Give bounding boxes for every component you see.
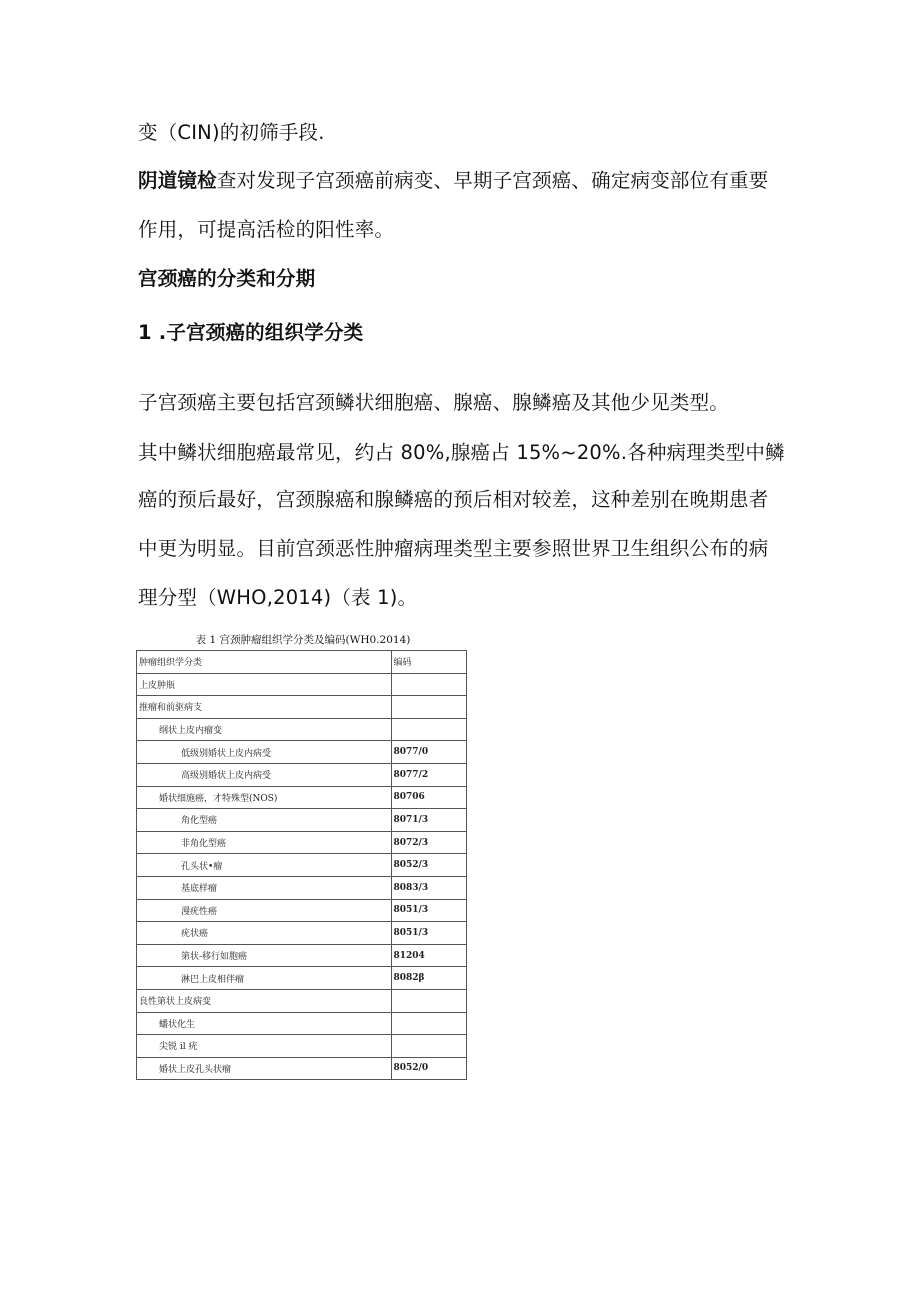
table-row: [137, 854, 467, 877]
paragraph-text: 作用，可提高活检的阳性率。: [138, 218, 395, 241]
icd-code-cell: 编码: [391, 651, 467, 674]
icd-code-cell: [391, 1035, 467, 1058]
icd-code-cell: 8071/3: [391, 809, 467, 832]
histology-type-cell: 高级别婚状上皮内病受: [137, 763, 392, 786]
table-row: [137, 831, 467, 854]
histology-type-cell: 第状-移行如胞癌: [137, 944, 392, 967]
histology-type-cell: 上皮肿瓶: [137, 673, 392, 696]
paragraph-line: 癌的预后最好，宫颈腺癌和腺鳞癌的预后相对较差，这种差别在晚期患者: [138, 488, 769, 511]
paragraph-line: [138, 120, 325, 146]
icd-code-cell: [391, 989, 467, 1012]
icd-code-cell: 8077/0: [391, 741, 467, 764]
histology-type-cell: 漫疣性癌: [137, 899, 392, 922]
paragraph-line: 理分型（WHO,2014)（表 1)。: [138, 586, 418, 609]
histology-type-cell: 基底样瘤: [137, 876, 392, 899]
table-caption: 表 1 宫颈肿瘤组织学分类及编码(WH0.2014): [195, 634, 411, 646]
table-row: [137, 696, 467, 719]
histology-classification-table: [136, 650, 467, 1080]
table-row: [137, 899, 467, 922]
paragraph-line: 中更为明显。目前宫颈恶性肿瘤病理类型主要参照世界卫生组织公布的病: [138, 537, 769, 560]
paragraph-line: 其中鳞状细胞癌最常见，约占 80%,腺癌占 15%~20%.各种病理类型中鳞: [138, 441, 785, 464]
histology-type-cell: 角化型癌: [137, 809, 392, 832]
histology-type-cell: 孔头状•瘤: [137, 854, 392, 877]
icd-code-cell: [391, 673, 467, 696]
table-row: [137, 718, 467, 741]
paragraph-text: 查对发现子宫颈癌前病变、早期子宫颈癌、确定病变部位有重要: [216, 169, 769, 192]
icd-code-cell: 8083/3: [391, 876, 467, 899]
icd-code-cell: 8077/2: [391, 763, 467, 786]
table-row: [137, 651, 467, 674]
histology-type-cell: 良性第状上皮病变: [137, 989, 392, 1012]
icd-code-cell: 80706: [391, 786, 467, 809]
subsection-heading: 1 .子宫颈癌的组织学分类: [138, 321, 364, 344]
paragraph-line: [138, 217, 394, 243]
table-row: [137, 809, 467, 832]
paragraph-line: [138, 168, 768, 194]
table-row: [137, 944, 467, 967]
table-row: [137, 876, 467, 899]
table-row: [137, 741, 467, 764]
paragraph-line: 子宫颈癌主要包括宫颈鳞状细胞癌、腺癌、腺鳞癌及其他少见类型。: [138, 391, 730, 414]
table-row: [137, 763, 467, 786]
table-row: [137, 989, 467, 1012]
histology-type-cell: 婚状上皮孔头状瘤: [137, 1057, 392, 1080]
icd-code-cell: 81204: [391, 944, 467, 967]
icd-code-cell: [391, 696, 467, 719]
table-row: [137, 1057, 467, 1080]
histology-type-cell: 婚状细施癌，才特殊型(NOS): [137, 786, 392, 809]
table-row: [137, 786, 467, 809]
histology-type-cell: 低级别婚状上皮内病受: [137, 741, 392, 764]
icd-code-cell: 8051/3: [391, 899, 467, 922]
icd-code-cell: [391, 718, 467, 741]
icd-code-cell: 8051/3: [391, 922, 467, 945]
histology-type-cell: 尖锐 il 疣: [137, 1035, 392, 1058]
icd-code-cell: 8072/3: [391, 831, 467, 854]
histology-type-cell: 非角化型癌: [137, 831, 392, 854]
histology-type-cell: 肿瘤组织学分类: [137, 651, 392, 674]
icd-code-cell: 8052/3: [391, 854, 467, 877]
histology-type-cell: 蟠状化生: [137, 1012, 392, 1035]
icd-code-cell: 8082β: [391, 967, 467, 990]
table-row: [137, 673, 467, 696]
histology-type-cell: 淋巴上皮相伴瘤: [137, 967, 392, 990]
colposcopy-term: 阴道镜检: [138, 169, 217, 192]
section-heading: 宫颈癌的分类和分期: [138, 267, 316, 290]
table-row: [137, 1012, 467, 1035]
icd-code-cell: [391, 1012, 467, 1035]
histology-type-cell: 疣状癌: [137, 922, 392, 945]
histology-type-cell: 纲状上皮内瘤变: [137, 718, 392, 741]
paragraph-text: 变（CIN)的初筛手段.: [138, 121, 325, 144]
histology-type-cell: 推瘤和前驱病支: [137, 696, 392, 719]
table-row: [137, 922, 467, 945]
icd-code-cell: 8052/0: [391, 1057, 467, 1080]
table-row: [137, 1035, 467, 1058]
table-row: [137, 967, 467, 990]
